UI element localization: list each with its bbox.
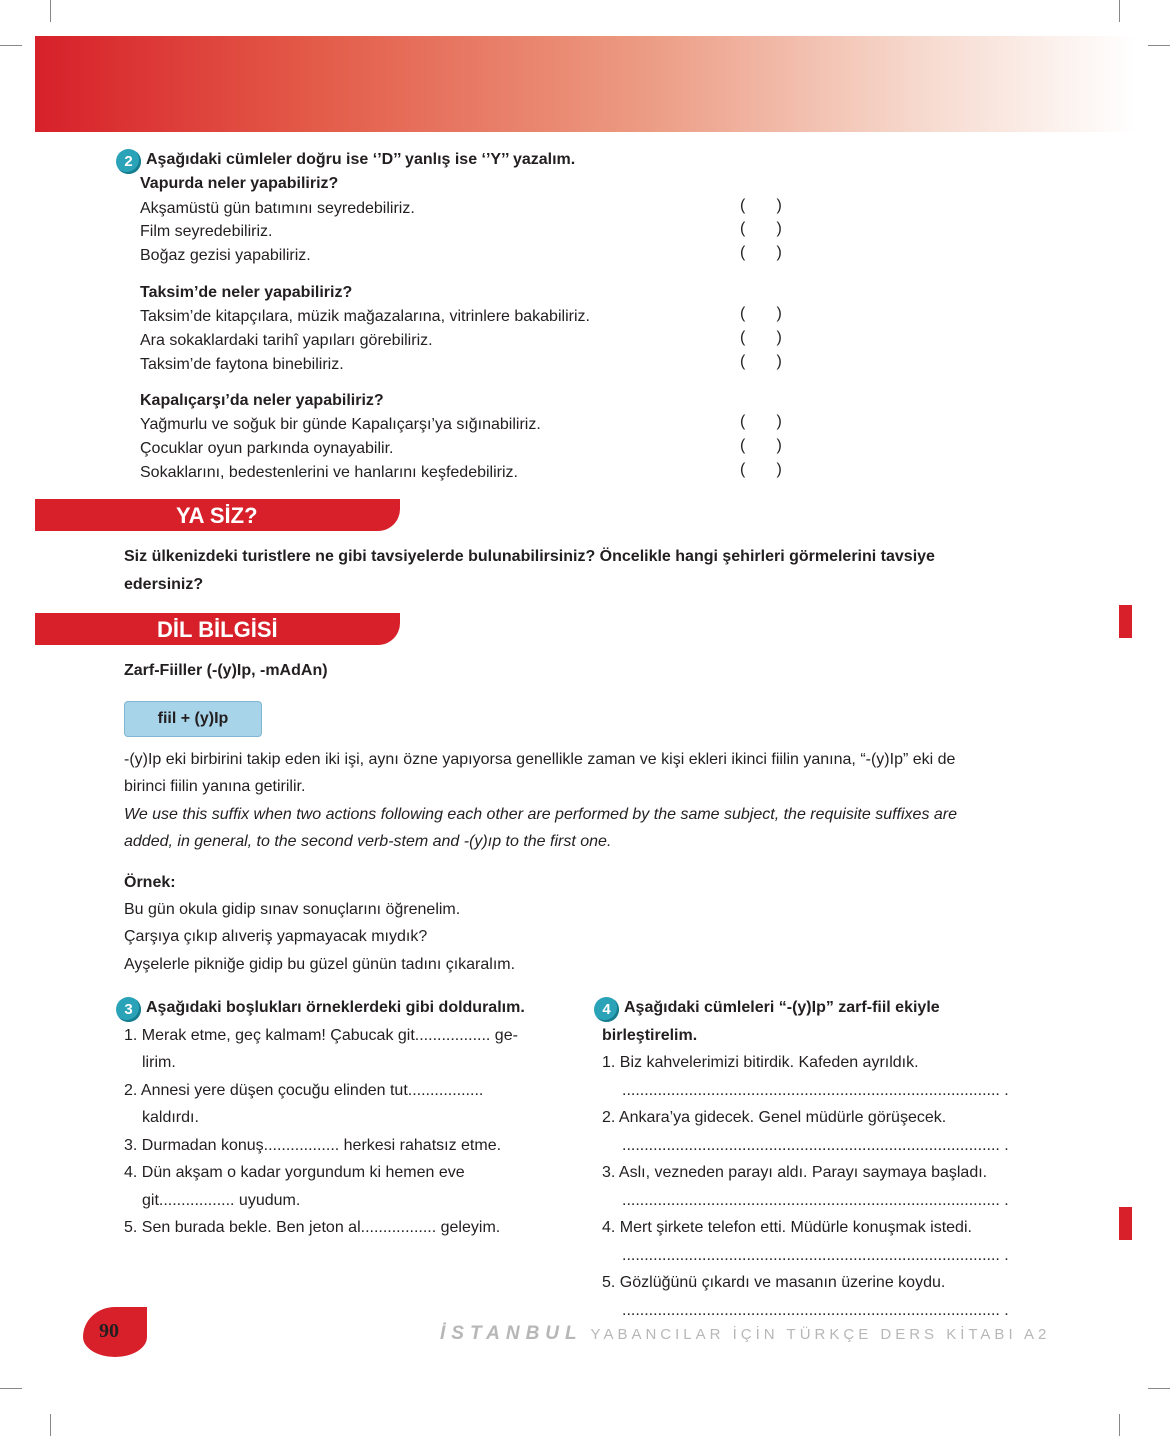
answer-parentheses[interactable]: ( ) <box>740 305 782 322</box>
answer-line[interactable]: ..................................................................................... . <box>622 1137 1009 1154</box>
crop-mark <box>50 0 51 22</box>
exercise-instruction: Aşağıdaki cümleler doğru ise ‘’D’’ yanlış ise ‘’Y’’ yazalım. <box>146 151 576 168</box>
example-sentence: Bu gün okula gidip sınav sonuçlarını öğrenelim. <box>124 901 461 918</box>
fill-blank-item[interactable]: 3. Durmadan konuş................. herkesi rahatsız etme. <box>124 1137 502 1154</box>
ya-siz-question: edersiniz? <box>124 576 204 593</box>
statement-item: Boğaz gezisi yapabiliriz. <box>140 247 311 264</box>
footer-book-title <box>440 1323 1050 1345</box>
side-marker <box>1119 1207 1132 1240</box>
fill-blank-continuation[interactable]: git................. uyudum. <box>142 1192 301 1209</box>
explanation-en: We use this suffix when two actions following each other are performed by the same subject, the requisite suffixes are <box>124 806 958 823</box>
answer-line[interactable]: ..................................................................................... . <box>622 1192 1009 1209</box>
group-question: Kapalıçarşı’da neler yapabiliriz? <box>140 392 384 409</box>
combine-item: 1. Biz kahvelerimizi bitirdik. Kafeden ayrıldık. <box>602 1054 919 1071</box>
combine-item: 4. Mert şirkete telefon etti. Müdürle konuşmak istedi. <box>602 1219 972 1236</box>
section-banner-title: DİL BİLGİSİ <box>157 617 278 642</box>
crop-mark <box>0 45 22 46</box>
statement-item: Sokaklarını, bedestenlerini ve hanlarını keşfedebiliriz. <box>140 464 518 481</box>
answer-parentheses[interactable]: ( ) <box>740 353 782 370</box>
explanation-en: added, in general, to the second verb-stem and -(y)ıp to the first one. <box>124 833 612 850</box>
side-marker <box>1119 605 1132 638</box>
statement-item: Film seyredebiliriz. <box>140 223 273 240</box>
footer-title-main: İSTANBUL <box>440 1323 583 1344</box>
answer-parentheses[interactable]: ( ) <box>740 197 782 214</box>
exercise-instruction: Aşağıdaki boşlukları örneklerdeki gibi dolduralım. <box>146 999 525 1016</box>
exercise-number-badge: 2 <box>116 149 141 174</box>
exercise-number-badge: 3 <box>116 997 141 1022</box>
fill-blank-item[interactable]: 5. Sen burada bekle. Ben jeton al................. geleyim. <box>124 1219 501 1236</box>
crop-mark <box>1119 1414 1120 1436</box>
grammar-formula-pill: fiil + (y)Ip <box>124 701 262 737</box>
statement-item: Taksim’de kitapçılara, müzik mağazalarına, vitrinlere bakabiliriz. <box>140 308 590 325</box>
answer-parentheses[interactable]: ( ) <box>740 329 782 346</box>
crop-mark <box>1119 0 1120 22</box>
answer-parentheses[interactable]: ( ) <box>740 413 782 430</box>
answer-parentheses[interactable]: ( ) <box>740 437 782 454</box>
crop-mark <box>1148 45 1170 46</box>
statement-item: Akşamüstü gün batımını seyredebiliriz. <box>140 200 415 217</box>
example-sentence: Ayşelerle pikniğe gidip bu güzel günün tadını çıkaralım. <box>124 956 516 973</box>
answer-parentheses[interactable]: ( ) <box>740 220 782 237</box>
exercise-number-badge: 4 <box>594 997 619 1022</box>
section-banner-ya-siz <box>35 499 400 531</box>
crop-mark <box>0 1388 22 1389</box>
ya-siz-question: Siz ülkenizdeki turistlere ne gibi tavsiyelerde bulunabilirsiniz? Öncelikle hangi şehirleri görmelerini tavsiye <box>124 548 935 565</box>
exercise-instruction: Aşağıdaki cümleleri “-(y)Ip” zarf-fiil ekiyle <box>624 999 940 1016</box>
group-question: Vapurda neler yapabiliriz? <box>140 175 339 192</box>
page-number: 90 <box>99 1320 119 1342</box>
header-band <box>35 36 1135 132</box>
answer-parentheses[interactable]: ( ) <box>740 244 782 261</box>
group-question: Taksim’de neler yapabiliriz? <box>140 284 353 301</box>
answer-line[interactable]: ..................................................................................... . <box>622 1082 1009 1099</box>
fill-blank-item[interactable]: 2. Annesi yere düşen çocuğu elinden tut................. <box>124 1082 484 1099</box>
statement-item: Çocuklar oyun parkında oynayabilir. <box>140 440 394 457</box>
crop-mark <box>50 1414 51 1436</box>
example-sentence: Çarşıya çıkıp alıveriş yapmayacak mıydık? <box>124 928 428 945</box>
section-banner-dil-bilgisi <box>35 613 400 645</box>
statement-item: Ara sokaklardaki tarihî yapıları görebiliriz. <box>140 332 433 349</box>
footer-title-sub: YABANCILAR İÇİN TÜRKÇE DERS KİTABI A2 <box>590 1326 1051 1343</box>
combine-item: 2. Ankara’ya gidecek. Genel müdürle görüşecek. <box>602 1109 947 1126</box>
statement-item: Yağmurlu ve soğuk bir günde Kapalıçarşı’ya sığınabiliriz. <box>140 416 541 433</box>
section-banner-title: YA SİZ? <box>176 503 258 528</box>
fill-blank-item[interactable]: 1. Merak etme, geç kalmam! Çabucak git................. ge- <box>124 1027 518 1044</box>
fill-blank-continuation: kaldırdı. <box>142 1109 199 1126</box>
combine-item: 5. Gözlüğünü çıkardı ve masanın üzerine koydu. <box>602 1274 946 1291</box>
answer-line[interactable]: ..................................................................................... . <box>622 1302 1009 1319</box>
fill-blank-item: 4. Dün akşam o kadar yorgundum ki hemen eve <box>124 1164 465 1181</box>
statement-item: Taksim’de faytona binebiliriz. <box>140 356 344 373</box>
example-label: Örnek: <box>124 874 176 891</box>
explanation-tr: birinci fiilin yanına getirilir. <box>124 778 306 795</box>
answer-parentheses[interactable]: ( ) <box>740 461 782 478</box>
answer-line[interactable]: ..................................................................................... . <box>622 1247 1009 1264</box>
exercise-instruction: birleştirelim. <box>602 1027 698 1044</box>
combine-item: 3. Aslı, vezneden parayı aldı. Parayı saymaya başladı. <box>602 1164 988 1181</box>
crop-mark <box>1148 1388 1170 1389</box>
explanation-tr: -(y)Ip eki birbirini takip eden iki işi, aynı özne yapıyorsa genellikle zaman ve kişi ekleri ikinci fiilin yanına, “-(y)Ip” eki de <box>124 751 956 768</box>
grammar-subtitle: Zarf-Fiiller (-(y)Ip, -mAdAn) <box>124 662 328 679</box>
fill-blank-continuation: lirim. <box>142 1054 176 1071</box>
